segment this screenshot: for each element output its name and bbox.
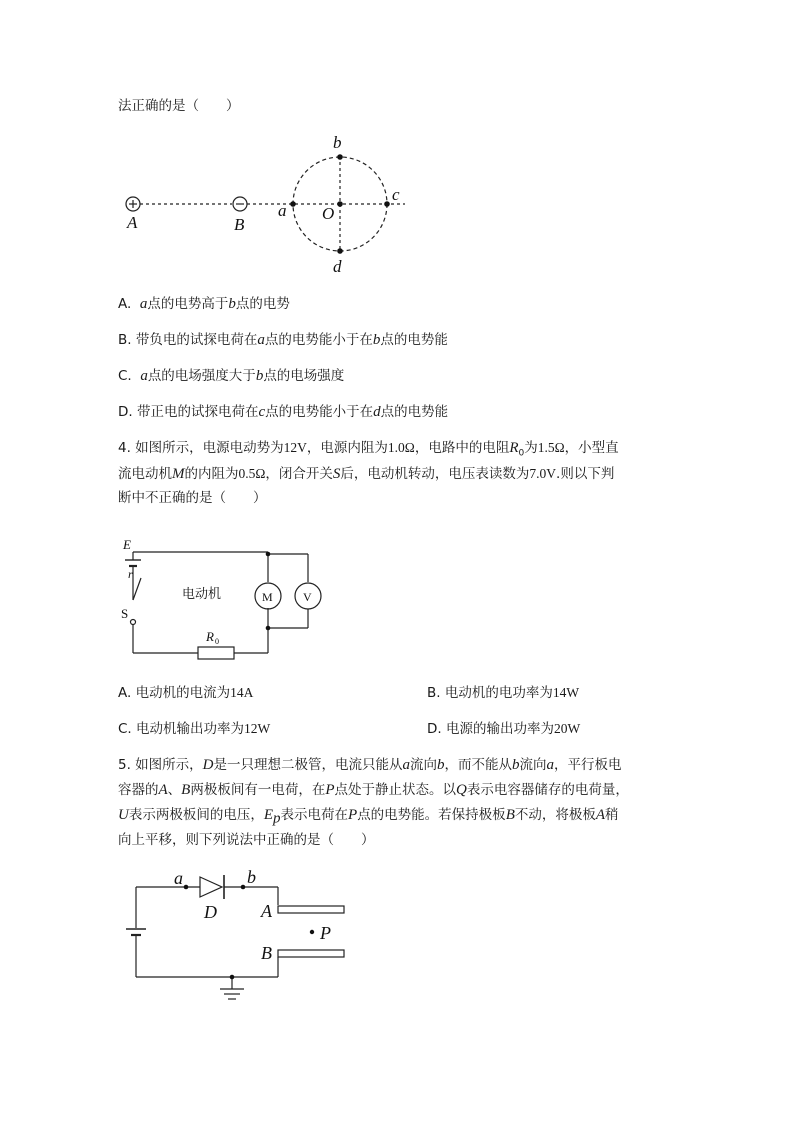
label-M: M <box>262 590 273 604</box>
label-D: D <box>204 902 217 922</box>
q3-stem-tail: 法正确的是（ ） <box>118 98 240 114</box>
q4-stem-line-1: 4. 如图所示，电源电动势为12V，电源内阻为1.0Ω，电路中的电阻$R_0$为1.5Ω，小型直 <box>118 440 619 459</box>
q5-stem-line-1: 5. 如图所示，D是一只理想二极管，电流只能从a流向b，而不能从b流向a，平行板电 <box>118 757 622 773</box>
q5-stem-line-4: 向上平移，则下列说法中正确的是（ ） <box>118 832 375 848</box>
label-A: A <box>261 901 272 921</box>
label-c: c <box>392 185 400 204</box>
q3-option-a[interactable]: A. a点的电势高于b点的电势 <box>118 296 290 312</box>
label-V: V <box>303 590 312 604</box>
label-R0-sub: 0 <box>215 637 219 646</box>
label-R0: R <box>206 629 214 644</box>
label-r: r <box>128 567 133 581</box>
plate-B <box>278 950 344 957</box>
label-b: b <box>333 133 342 152</box>
q5-stem-line-2: 容器的A、B两极板间有一电荷，在P点处于静止状态。以Q表示电容器储存的电荷量， <box>118 782 629 798</box>
q3-option-d[interactable]: D. 带正电的试探电荷在c点的电势能小于在d点的电势能 <box>118 404 449 420</box>
q4-option-d[interactable]: D. 电源的输出功率为20W <box>427 721 581 737</box>
label-d: d <box>333 257 342 276</box>
diode-icon <box>200 877 222 897</box>
plate-A <box>278 906 344 913</box>
label-a: a <box>174 868 183 888</box>
label-B: B <box>261 943 272 963</box>
label-P: P <box>320 923 331 943</box>
q4-option-c[interactable]: C. 电动机输出功率为12W <box>118 721 271 737</box>
point-P <box>310 930 314 934</box>
label-b: b <box>247 867 256 887</box>
label-a: a <box>278 201 287 220</box>
label-E: E <box>123 537 131 552</box>
q4-stem-line-2: 流电动机M的内阻为0.5Ω，闭合开关S后，电动机转动，电压表读数为7.0V.则以下判 <box>118 466 615 482</box>
q3-option-b[interactable]: B. 带负电的试探电荷在a点的电势能小于在b点的电势能 <box>118 332 448 348</box>
label-S: S <box>121 606 129 621</box>
q4-option-a[interactable]: A. 电动机的电流为14A <box>118 685 254 701</box>
label-B: B <box>234 215 245 234</box>
label-motor: 电动机 <box>182 587 222 602</box>
q3-option-c[interactable]: C. a点的电场强度大于b点的电场强度 <box>118 368 345 384</box>
label-O: O <box>322 204 335 223</box>
q4-stem-line-3: 断中不正确的是（ ） <box>118 490 267 506</box>
q5-stem-line-3: U表示两极板间的电压，$E_p$表示电荷在P点的电势能。若保持极板B不动，将极板A稍 <box>118 807 619 827</box>
label-A: A <box>127 213 138 232</box>
q4-option-b[interactable]: B. 电动机的电功率为14W <box>427 685 580 701</box>
